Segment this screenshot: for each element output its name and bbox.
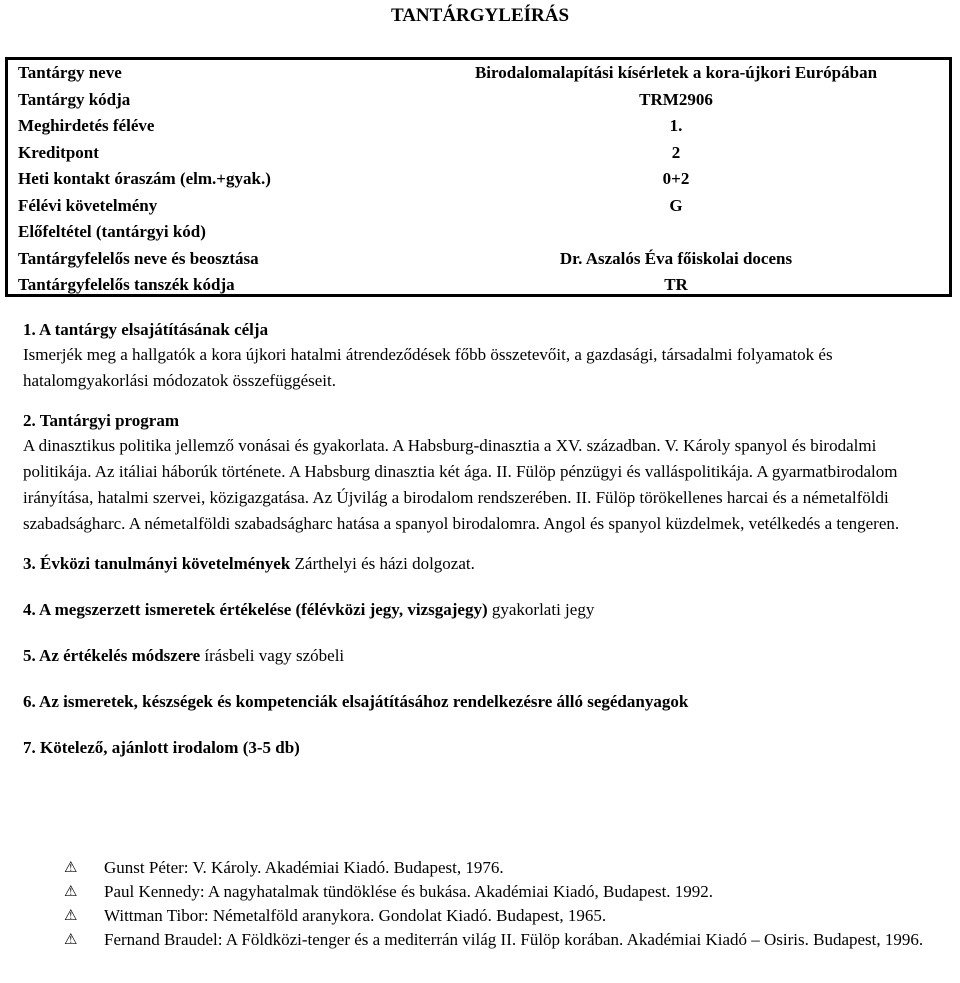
info-row-contact-hours — [8, 166, 949, 193]
bibliography-entry: Wittman Tibor: Németalföld aranykora. Gondolat Kiadó. Budapest, 1965. — [104, 906, 607, 925]
section-value: gyakorlati jegy — [487, 600, 595, 619]
course-info-table — [5, 57, 952, 297]
info-value: TRM2906 — [639, 89, 713, 109]
section-heading: 4. A megszerzett ismeretek értékelése (félévközi jegy, vizsgajegy) — [23, 600, 488, 619]
section-literature — [23, 736, 948, 760]
info-row-requirement — [8, 193, 949, 220]
list-item — [64, 928, 956, 952]
info-label: Meghirdetés féléve — [18, 116, 155, 135]
section-assessment — [23, 598, 948, 622]
section-requirements — [23, 552, 948, 576]
warning-bullet-icon: ⚠ — [64, 908, 78, 924]
info-row-course-name — [8, 60, 949, 87]
info-value: Dr. Aszalós Éva főiskolai docens — [559, 248, 793, 268]
list-item — [64, 880, 956, 904]
info-row-credits — [8, 140, 949, 167]
section-heading: 2. Tantárgyi program — [23, 411, 180, 430]
info-value: G — [669, 195, 683, 215]
info-label: Tantárgyfelelős neve és beosztása — [18, 248, 259, 268]
section-body: Ismerjék meg a hallgatók a kora újkori hatalmi átrendeződések főbb összetevőit, a gazdasági, társadalmi folyamatok és hatalomgyakorlási módozatok összefüggéseit. — [23, 345, 833, 390]
info-row-semester — [8, 113, 949, 140]
section-program — [23, 409, 948, 537]
info-label: Tantárgyfelelős tanszék kódja — [18, 275, 235, 294]
info-row-course-code — [8, 87, 949, 114]
bibliography-entry: Paul Kennedy: A nagyhatalmak tündöklése és bukása. Akadémiai Kiadó, Budapest. 1992. — [104, 882, 714, 901]
section-line — [23, 644, 948, 668]
course-sections — [23, 318, 948, 760]
section-heading: 7. Kötelező, ajánlott irodalom (3-5 db) — [23, 738, 300, 757]
document-title: TANTÁRGYLEÍRÁS — [390, 5, 570, 26]
info-value — [403, 219, 949, 246]
section-method — [23, 644, 948, 668]
info-row-department — [8, 272, 949, 299]
section-heading: 1. A tantárgy elsajátításának célja — [23, 320, 269, 339]
section-goal — [23, 318, 948, 394]
section-heading: 6. Az ismeretek, készségek és kompetenciák elsajátításához rendelkezésre álló segédanyagok — [23, 692, 689, 711]
list-item — [64, 856, 956, 880]
info-label: Heti kontakt óraszám (elm.+gyak.) — [18, 169, 271, 188]
section-body: A dinasztikus politika jellemző vonásai és gyakorlata. A Habsburg-dinasztia a XV. században. V. Károly spanyol és birodalmi politikája. Az itáliai háborúk története. A Habsburg dinasztia két ága. II. Fülöp pénzügyi és valláspolitikája. A gyarmatbirodalom irányítása, hatalmi szervei, közigazgatása. Az Újvilág a birodalom rendszerében. II. Fülöp törökellenes harcai és a németalföldi szabadságharc. A németalföldi szabadságharc hatása a spanyol birodalomra. Angol és spanyol küzdelmek, vetélkedés a tengeren. — [23, 436, 900, 533]
info-value: 0+2 — [662, 169, 690, 188]
info-label: Félévi követelmény — [18, 195, 158, 215]
section-value: írásbeli vagy szóbeli — [200, 646, 345, 665]
info-value: 2 — [671, 142, 681, 162]
section-line — [23, 552, 948, 576]
warning-bullet-icon: ⚠ — [64, 860, 78, 876]
info-label: Tantárgy kódja — [18, 89, 131, 109]
info-row-prerequisite — [8, 219, 949, 246]
info-label: Előfeltétel (tantárgyi kód) — [18, 222, 206, 241]
section-heading: 3. Évközi tanulmányi követelmények — [23, 554, 291, 573]
bibliography-list — [64, 856, 956, 952]
list-item — [64, 904, 956, 928]
bibliography-entry: Gunst Péter: V. Károly. Akadémiai Kiadó. Budapest, 1976. — [104, 858, 504, 877]
section-heading: 5. Az értékelés módszere — [23, 646, 201, 665]
info-label: Kreditpont — [18, 142, 99, 162]
section-line — [23, 598, 948, 622]
warning-bullet-icon: ⚠ — [64, 884, 78, 900]
warning-bullet-icon: ⚠ — [64, 932, 78, 948]
info-value: TR — [664, 275, 688, 294]
section-value: Zárthelyi és házi dolgozat. — [290, 554, 475, 573]
info-value: Birodalomalapítási kísérletek a kora-újkori Európában — [474, 63, 878, 82]
section-materials — [23, 690, 948, 714]
info-label: Tantárgy neve — [18, 63, 122, 82]
info-row-responsible — [8, 246, 949, 273]
bibliography-entry: Fernand Braudel: A Földközi-tenger és a mediterrán világ II. Fülöp korában. Akadémiai Kiadó – Osiris. Budapest, 1996. — [104, 930, 924, 949]
info-value: 1. — [669, 116, 683, 135]
